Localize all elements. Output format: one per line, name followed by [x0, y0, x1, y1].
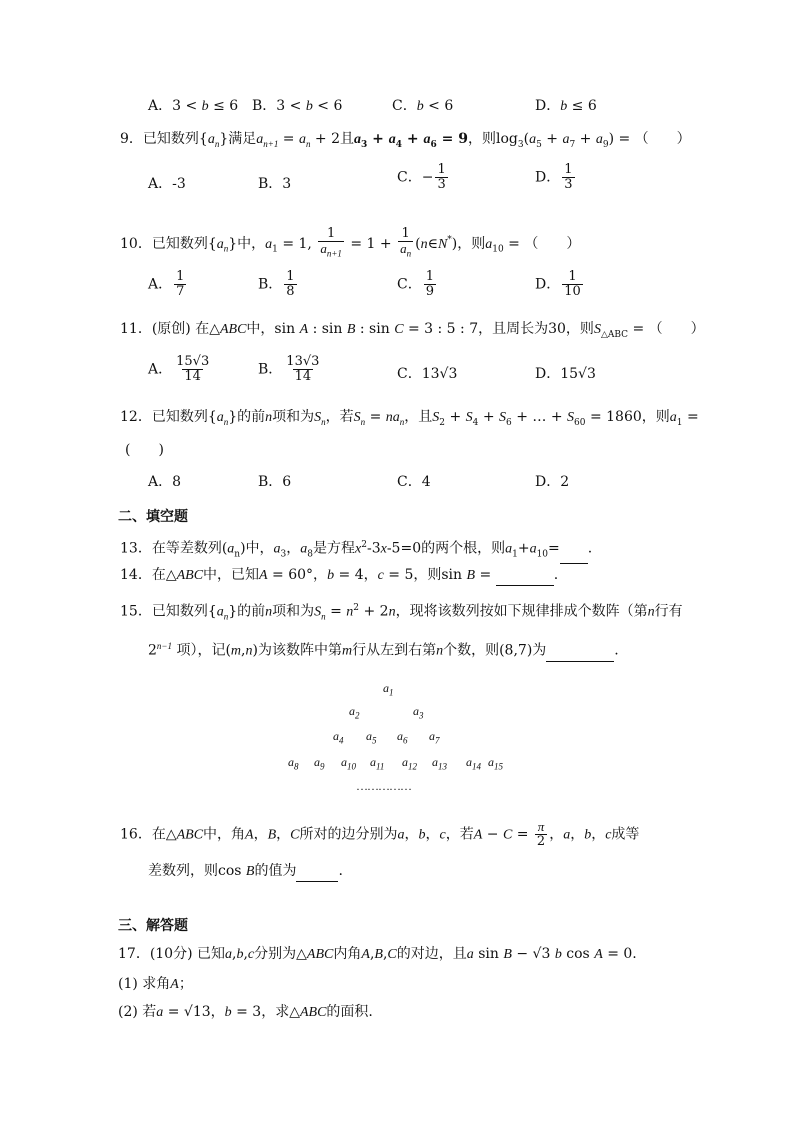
q11-option-d: D．15√3 [535, 366, 596, 382]
triangle-a9: $a_9$ [314, 755, 325, 772]
triangle-a6: $a_6$ [397, 729, 408, 746]
triangle-a10: $a_{10}$ [341, 755, 356, 772]
triangle-a5: $a_5$ [366, 729, 377, 746]
q8-option-d: D．b ≤ 6 [535, 98, 597, 114]
q12-option-a: A．8 [148, 474, 182, 490]
triangle-a14: $a_{14}$ [466, 755, 481, 772]
q12-paren: ( ) [125, 442, 164, 458]
q16-line2: 差数列，则cos B的值为 . [148, 861, 343, 882]
q17-stem: 17．(10分) 已知a,b,c分别为△ABC内角A,B,C的对边，且a sin B − √3 b cos A = 0. [118, 946, 637, 962]
q13-stem: 13．在等差数列$(a_n)$中，$a_3$，$a_8$是方程$x^2-3x-5=0$的两个根，则$a_1+a_{10}=$ . [120, 535, 592, 564]
q15-line1: 15．已知数列$\{a_n\}$的前n项和为$S_n = n^2 + 2n$，现将该数列按如下规律排成个数阵（第n行有 [120, 603, 683, 622]
q8-option-b: B．3 < b < 6 [252, 98, 343, 114]
q9-stem: 9．已知数列$\{a_n\}$满足$a_{n+1} = a_n + 2$且$a_3 + a_4 + a_6 = 9$，则$\log_3(a_5 + a_7 + a_9)$ = （ ） [120, 131, 691, 150]
q11-option-a: A． $\frac{15√3}{14}$ [148, 354, 210, 384]
section-fill-in-title: 二、填空题 [118, 509, 188, 525]
q17-part2: (2) 若a = √13，b = 3，求△ABC的面积. [118, 1004, 373, 1020]
q12-option-b: B．6 [258, 474, 292, 490]
q8-option-c: C．b < 6 [392, 98, 454, 114]
q9-option-b: B．3 [258, 176, 292, 192]
q17-part1: (1) 求角A； [118, 976, 193, 992]
triangle-a13: $a_{13}$ [432, 755, 447, 772]
q16-line1: 16．在△ABC中，角A，B，C所对的边分别为a，b，c，若A − C = $\frac{\pi}{2}$ ，a，b，c成等 [120, 819, 640, 849]
q12-option-c: C．4 [397, 474, 431, 490]
triangle-a12: $a_{12}$ [402, 755, 417, 772]
q10-option-d: D． $\frac{1}{10}$ [535, 269, 581, 299]
triangle-a4: $a_4$ [333, 729, 344, 746]
q11-option-c: C．13√3 [397, 366, 458, 382]
q10-option-b: B． $\frac{1}{8}$ [258, 269, 295, 299]
triangle-a11: $a_{11}$ [370, 755, 385, 772]
triangle-a8: $a_8$ [288, 755, 299, 772]
q15-line2: $2^{n-1}$ 项），记(m,n)为该数阵中第m行从左到右第n个数，则(8,7)为 . [148, 636, 619, 662]
q9-option-d: D． $\frac{1}{3}$ [535, 162, 573, 192]
q12-stem: 12．已知数列$\{a_n\}$的前n项和为$S_n$，若$S_n = na_n$，且$S_2 + S_4 + S_6$ + … + $S_{60} = 1860$，则$a_1$ = [120, 409, 699, 428]
triangle-a2: $a_2$ [349, 704, 360, 721]
triangle-dots: …………… [356, 779, 411, 793]
q10-option-c: C． $\frac{1}{9}$ [397, 269, 434, 299]
triangle-a1: $a_1$ [383, 681, 394, 698]
q12-option-d: D．2 [535, 474, 570, 490]
q10-option-a: A． $\frac{1}{7}$ [148, 269, 185, 299]
section-solve-title: 三、解答题 [118, 918, 188, 934]
triangle-a15: $a_{15}$ [488, 755, 503, 772]
q11-option-b: B． $\frac{13√3}{14}$ [258, 354, 320, 384]
triangle-a7: $a_7$ [429, 729, 440, 746]
q9-option-a: A．-3 [148, 176, 186, 192]
q14-stem: 14．在△ABC中，已知A = 60°，b = 4，c = 5，则sin B = . [120, 565, 558, 586]
triangle-a3: $a_3$ [413, 704, 424, 721]
q11-stem: 11．(原创) 在△ABC中，sin A : sin B : sin C = 3 : 5 : 7，且周长为30，则$S_{\triangle ABC}$ = （ ） [120, 321, 705, 340]
q9-option-c: C．− $\frac{1}{3}$ [397, 162, 446, 192]
q10-stem: 10．已知数列$\{a_n\}$中，$a_1 = 1$, $\frac{1}{a_{n+1}}$ = 1 + $\frac{1}{a_n}$ (n∈N*)，则$a_{10}$ = （ ） [120, 226, 581, 259]
q8-option-a: A．3 < b ≤ 6 [148, 98, 239, 114]
